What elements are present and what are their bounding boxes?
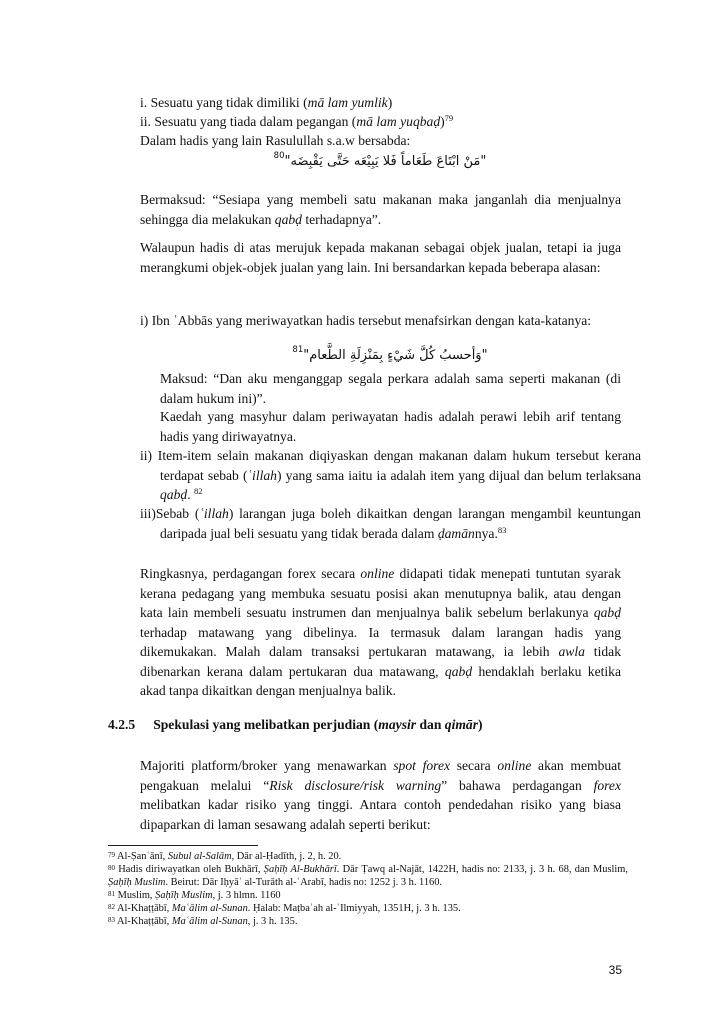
footnote-80: $^{80}$ Hadis diriwayatkan oleh Bukhārī, Ṣaḥīḥ Al-Bukhārī. Dār Ṭawq al-Najāt, 1422H, hadis no: 2133, j. 3 h. 68, dan Muslim, Ṣaḥīḥ Muslim. Beirut: Dār Iḥyāʾ al-Turāth al-ʿArabī, hadis no: 1252 j. 3 h. 1160. <box>108 864 628 888</box>
footnote-ref-82: 82 <box>193 486 203 496</box>
footnote-81: $^{81}$ Muslim, Ṣaḥīḥ Muslim, j. 3 hlmn. 1160 <box>108 890 281 901</box>
footnote-82: $^{82}$ Al-Khaṭṭābī, Maʿālim al-Sunan. Ḥalab: Maṭbaʿah al-ʿIlmiyyah, 1351H, j. 3 h. 135. <box>108 903 461 914</box>
paragraph-ringkasnya: Ringkasnya, perdagangan forex secara online didapati tidak menepati tuntutan syarak kerana pedagang yang membuka sesuatu posisi akan menutupnya balik, atau dengan kata lain membeli sesuatu instrumen dan menjualnya balik sebelum berlakunya qabḍ terhadap matawang yang dibelinya. Ia termasuk dalam larangan hadis yang dikemukakan. Malah dalam transaksi pertukaran matawang, ia lebih awla tidak dibenarkan kerana dalam pertukaran dua matawang, qabḍ hendaklah berlaku ketika akad tanpa dikaitkan dengan menjualnya balik. <box>140 566 621 698</box>
reason-ii: ii) Item-item selain makanan diqiyaskan dengan makanan dalam hukum tersebut kerana terdapat sebab (ʿillah) yang sama iaitu ia adalah item yang dijual dan belum terlaksana qabḍ. $^{82}$ <box>140 448 642 502</box>
footnote-83: $^{83}$ Al-Khaṭṭābī, Maʿālim al-Sunan, j. 3 h. 135. <box>108 916 298 927</box>
section-number: 4.2.5 <box>108 717 136 732</box>
section-heading: 4.2.5 Spekulasi yang melibatkan perjudian (maysir dan qimār) <box>108 717 483 732</box>
footnote-separator <box>108 845 258 846</box>
footnote-ref-81: 81 <box>292 345 304 355</box>
footnote-ref-83: 83 <box>497 524 507 535</box>
paragraph-bermaksud: Bermaksud: “Sesiapa yang membeli satu makanan maka janganlah dia menjualnya sehingga dia melakukan qabḍ terhadapnya”. <box>140 192 621 227</box>
reason-i-maksud: Maksud: “Dan aku menganggap segala perkara adalah sama seperti makanan (di dalam hukum ini)”. <box>160 371 621 406</box>
footnote-ref-79: 79 <box>444 113 454 123</box>
paragraph-majoriti: Majoriti platform/broker yang menawarkan spot forex secara online akan membuat pengakuan melalui “Risk disclosure/risk warning” bahawa perdagangan forex melibatkan kadar risiko yang tinggi. Antara contoh pendedahan risiko yang biasa dipaparkan di laman sesawang adalah seperti berikut: <box>140 758 621 832</box>
list-item-ii: ii. Sesuatu yang tiada dalam pegangan (mā lam yuqbaḍ)$^{79}$ <box>140 113 454 129</box>
reason-iii: iii)Sebab (ʿillah) larangan juga boleh dikaitkan dengan larangan mengambil keuntungan daripada jual beli sesuatu yang tidak berada dalam ḍamānnya.$^{83}$ <box>140 506 641 541</box>
paragraph-walaupun: Walaupun hadis di atas merujuk kepada makanan sebagai objek jualan, tetapi ia juga merangkumi objek-objek jualan yang lain. Ini bersandarkan kepada beberapa alasan: <box>140 240 621 275</box>
footnote-79: $^{79}$ Al-Ṣanʿānī, Subul al-Salām, Dār al-Ḥadīth, j. 2, h. 20. <box>108 851 342 862</box>
page-number: 35 <box>608 963 622 977</box>
list-item-i: i. Sesuatu yang tidak dimiliki (mā lam yumlik) <box>140 95 393 110</box>
reason-i: i) Ibn ʿAbbās yang meriwayatkan hadis tersebut menafsirkan dengan kata-katanya: <box>140 313 592 328</box>
footnote-ref-80: 80 <box>273 151 285 161</box>
intro-hadith: Dalam hadis yang lain Rasulullah s.a.w bersabda: <box>140 133 411 148</box>
reason-i-kaedah: Kaedah yang masyhur dalam periwayatan hadis adalah perawi lebih arif tentang hadis yang diriwayatnya. <box>160 409 621 444</box>
arabic-ibn-abbas: "وَأحسبُ كُلَّ شَيْءٍ بِمَنْزِلَةِ الطَّعام"$^{81}$ <box>292 345 488 363</box>
arabic-hadith: "مَنْ ابْتَاعَ طَعَاماً فَلا يَبِيْعَه حَتَّى يَقْبِضَه"$^{80}$ <box>273 151 487 169</box>
